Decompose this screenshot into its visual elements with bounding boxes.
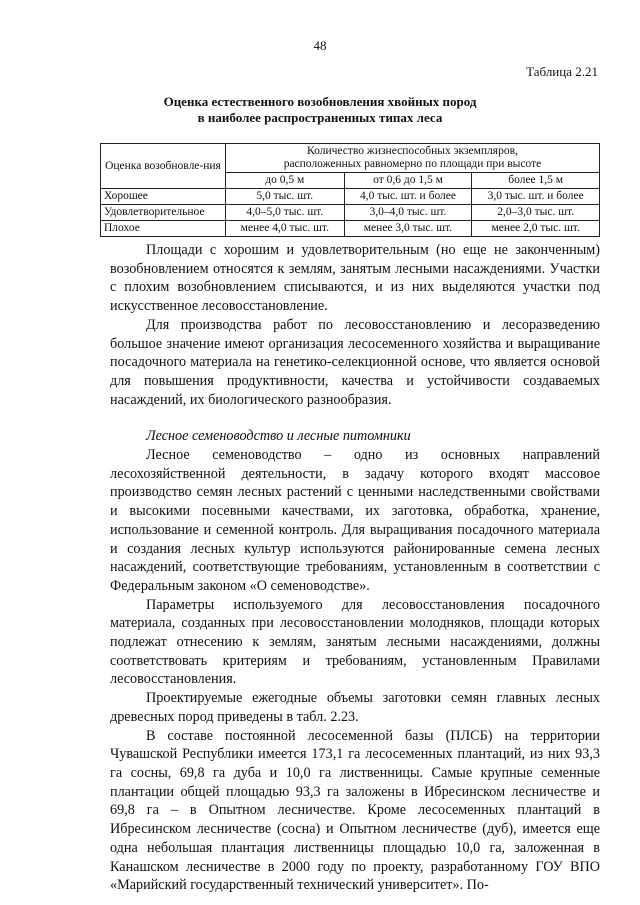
paragraph: Параметры используемого для лесовосстановления посадочного материала, созданных при лесовосстановлении молодняков, площади которых подлежат отнесению к землям, занятым лесными насаждениями, должны соответствовать критериям и требованиям, установленным Правилами лесовосстановления. (110, 596, 600, 688)
paragraph: Для производства работ по лесовосстановлению и лесоразведению большое значение имеют организация лесосеменного хозяйства и выращивание посадочного материала на генетико-селекционной основе, что является основой для повышения продуктивности, качества и устойчивости создаваемых насаждений, их биологического разнообразия. (110, 316, 600, 408)
table-row (101, 205, 600, 221)
table-title-line1: Оценка естественного возобновления хвойных пород (163, 94, 477, 109)
table-header-row (101, 144, 600, 173)
table-cell: менее 4,0 тыс. шт. (225, 221, 344, 237)
table-row (101, 221, 600, 237)
sub-header: более 1,5 м (472, 173, 600, 189)
row-label: Хорошее (101, 189, 226, 205)
paragraph: В составе постоянной лесосеменной базы (ПЛСБ) на территории Чувашской Республики имеется 173,1 га лесосеменных плантаций, из них 93,3 га сосны, 69,8 га дуба и 10,0 га лиственницы. Самые крупные семенные плантации общей площадью 93,3 га заложены в Ибресинском лесничестве и 69,8 га – в Опытном лесничестве. Кроме лесосеменных плантаций в Ибресинском лесничестве (сосна) и Опытном лесничестве (дуб), имеется еще одна небольшая плантация лиственницы площадью 10,0 га, заложенная в Канашском лесничестве в 2000 году по проекту, разработанному ГОУ ВПО «Марийский государственный технический университет». По- (110, 727, 600, 894)
table-cell: 4,0 тыс. шт. и более (344, 189, 472, 205)
col-header-group (225, 144, 599, 173)
table-title-line2: в наиболее распространенных типах леса (197, 110, 443, 125)
group-header-line2: расположенных равномерно по площади при высоте (283, 158, 542, 170)
sub-header: до 0,5 м (225, 173, 344, 189)
table-title (0, 94, 640, 126)
table-caption: Таблица 2.21 (526, 64, 598, 79)
table-cell: 5,0 тыс. шт. (225, 189, 344, 205)
table-cell: менее 2,0 тыс. шт. (472, 221, 600, 237)
group-header-line1: Количество жизнеспособных экземпляров, (307, 145, 518, 157)
paragraph: Проектируемые ежегодные объемы заготовки семян главных лесных древесных пород приведены в табл. 2.23. (110, 690, 600, 725)
sub-header: от 0,6 до 1,5 м (344, 173, 472, 189)
table-cell: менее 3,0 тыс. шт. (344, 221, 472, 237)
table-cell: 3,0 тыс. шт. и более (472, 189, 600, 205)
col-header-assessment: Оценка возобновле-ния (101, 144, 226, 189)
table-row (101, 189, 600, 205)
paragraph: Площади с хорошим и удовлетворительным (но еще не законченным) возобновлением относятся к землям, занятым лесными насаждениями. Участки с плохим возобновлением списываются, и из них выделяются участки под искусственное лесовосстановление. (110, 242, 600, 315)
paragraph: Лесное семеноводство – одно из основных направлений лесохозяйственной деятельности, в задачу которого входят массовое производство семян лесных растений с ценными наследственными свойствами и высокими посевными качествами, их заготовка, обработка, хранение, использование и семенной контроль. Для выращивания посадочного материала и создания лесных культур используются районированные семена лесных насаждений, соответствующие требованиям, установленным в соответствии с Федеральным законом «О семеноводстве». (110, 447, 600, 594)
body-text (110, 241, 600, 895)
row-label: Плохое (101, 221, 226, 237)
table-cell: 3,0–4,0 тыс. шт. (344, 205, 472, 221)
section-heading: Лесное семеноводство и лесные питомники (146, 428, 411, 445)
table-cell: 2,0–3,0 тыс. шт. (472, 205, 600, 221)
table-cell: 4,0–5,0 тыс. шт. (225, 205, 344, 221)
page-number: 48 (313, 38, 327, 53)
row-label: Удовлетворительное (101, 205, 226, 221)
regeneration-table (100, 143, 600, 237)
